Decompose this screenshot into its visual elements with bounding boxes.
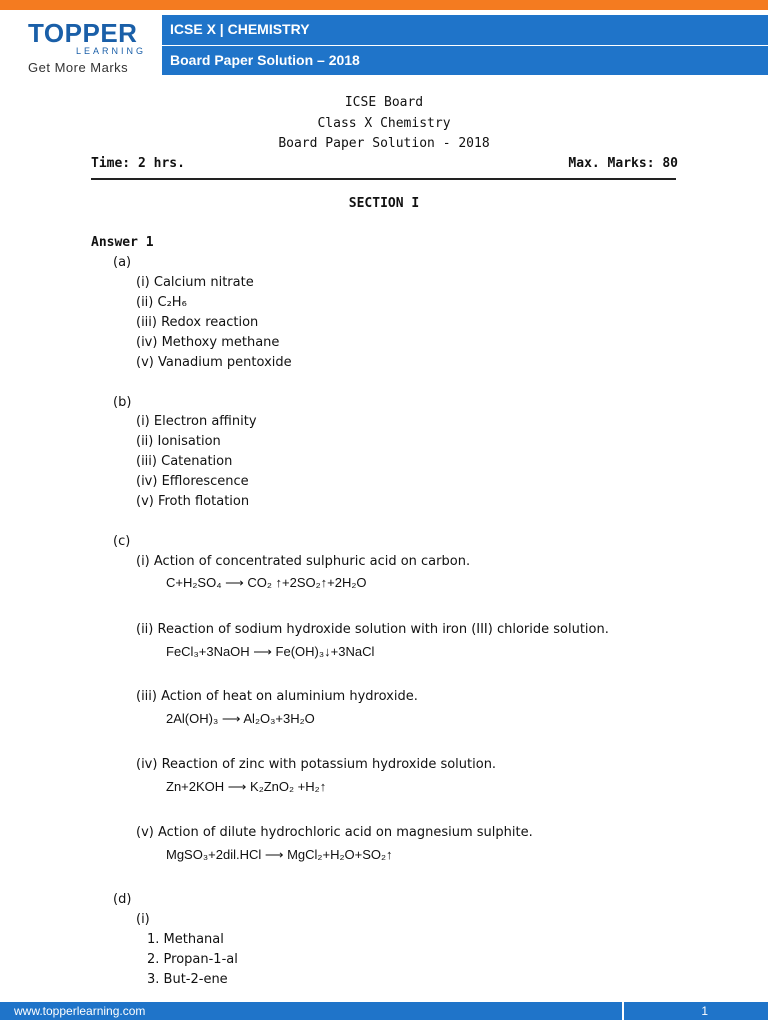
topper-logo[interactable] xyxy=(14,16,154,78)
answer-heading: Answer 1 xyxy=(91,235,154,250)
equation: Zn+2KOH ⟶ K₂ZnO₂ +H₂↑ xyxy=(166,779,327,794)
subject-bar xyxy=(162,15,768,45)
paper-bar xyxy=(162,46,768,75)
logo-brand: TOPPER xyxy=(28,18,138,48)
list-item: (ii) Ionisation xyxy=(136,434,221,449)
top-accent-bar xyxy=(0,0,768,10)
question-text: (iv) Reaction of zinc with potassium hydroxide solution. xyxy=(136,757,497,772)
list-item: (iv) Methoxy methane xyxy=(136,335,280,350)
list-item: (ii) C₂H₆ xyxy=(136,295,187,310)
part-d-sub-label: (i) xyxy=(136,912,150,927)
part-c-label: (c) xyxy=(113,534,131,549)
title-board: ICSE Board xyxy=(344,95,424,110)
page-number: 1 xyxy=(701,1004,708,1018)
section-heading: SECTION I xyxy=(348,196,420,211)
logo-sub: LEARNING xyxy=(76,46,147,56)
part-a-label: (a) xyxy=(113,255,132,270)
marks-label: Max. Marks: 80 xyxy=(568,156,678,171)
question-text: (v) Action of dilute hydrochloric acid on magnesium sulphite. xyxy=(136,825,533,840)
paper-label: Board Paper Solution – 2018 xyxy=(170,52,360,68)
divider xyxy=(91,178,676,180)
footer-url-link[interactable]: www.topperlearning.com xyxy=(14,1004,146,1018)
footer-bar xyxy=(0,1002,768,1020)
part-b-label: (b) xyxy=(113,395,132,410)
list-item: 2. Propan-1-al xyxy=(147,952,238,967)
question-text: (ii) Reaction of sodium hydroxide solution with iron (III) chloride solution. xyxy=(136,622,609,637)
time-marks-row xyxy=(91,156,678,174)
list-item: (i) Calcium nitrate xyxy=(136,275,254,290)
subject-label: ICSE X | CHEMISTRY xyxy=(170,21,310,37)
list-item: 1. Methanal xyxy=(147,932,224,947)
title-class: Class X Chemistry xyxy=(317,116,451,131)
question-text: (i) Action of concentrated sulphuric acid on carbon. xyxy=(136,554,471,569)
equation: C+H₂SO₄ ⟶ CO₂ ↑+2SO₂↑+2H₂O xyxy=(166,575,367,590)
title-paper: Board Paper Solution - 2018 xyxy=(278,136,490,151)
list-item: (iii) Catenation xyxy=(136,454,233,469)
part-d-label: (d) xyxy=(113,892,132,907)
footer-divider xyxy=(622,1002,624,1020)
list-item: (iv) Efflorescence xyxy=(136,474,249,489)
list-item: 3. But-2-ene xyxy=(147,972,228,987)
time-label: Time: 2 hrs. xyxy=(91,156,185,171)
logo-tagline: Get More Marks xyxy=(28,60,129,75)
equation: MgSO₃+2dil.HCl ⟶ MgCl₂+H₂O+SO₂↑ xyxy=(166,847,393,862)
question-text: (iii) Action of heat on aluminium hydroxide. xyxy=(136,689,418,704)
equation: 2Al(OH)₃ ⟶ Al₂O₃+3H₂O xyxy=(166,711,315,726)
list-item: (v) Froth flotation xyxy=(136,494,250,509)
list-item: (iii) Redox reaction xyxy=(136,315,259,330)
list-item: (i) Electron affinity xyxy=(136,414,257,429)
equation: FeCl₃+3NaOH ⟶ Fe(OH)₃↓+3NaCl xyxy=(166,644,375,659)
list-item: (v) Vanadium pentoxide xyxy=(136,355,292,370)
